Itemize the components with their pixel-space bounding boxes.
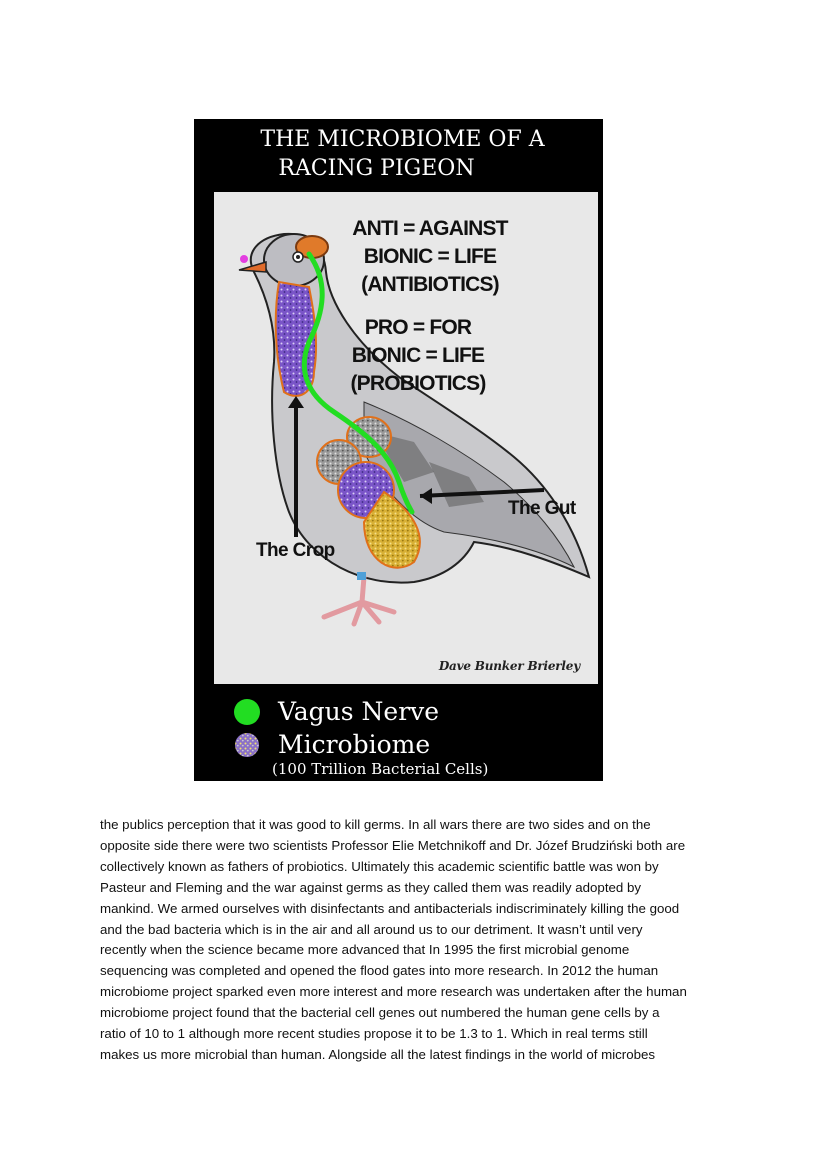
body-line: ratio of 10 to 1 although more recent studies propose it to be 1.3 to 1. Which in real terms still [100,1026,648,1042]
body-line: sequencing was completed and opened the flood gates into more research. In 2012 the human [100,963,659,979]
probiotics-definition [288,314,548,398]
antibiotics-definition [300,215,560,299]
antibiotics-line-3: (ANTIBIOTICS) [361,273,499,296]
pigeon-illustration [214,192,598,684]
poster-legend [194,689,603,781]
legend-item-microbiome [234,730,430,760]
legend-microbiome-label: Microbiome [278,730,431,759]
antibiotics-line-2: BIONIC = LIFE [363,245,497,268]
infographic-poster [194,119,603,781]
legend-vagus-label: Vagus Nerve [278,697,440,726]
legend-microbiome-subtitle: (100 Trillion Bacterial Cells) [272,760,489,778]
poster-title-line-1: THE MICROBIOME OF A [260,127,545,152]
green-dot-icon [234,699,260,725]
poster-title [194,125,603,183]
body-line: collectively known as fathers of probiotics. Ultimately this academic scientific battle was won by [100,858,659,874]
body-line: microbiome project found that the bacterial cell genes out numbered the human gene cells by a [100,1005,660,1021]
body-line: and the bad bacteria which is in the air and all around us to our detriment. It wasn’t until very [100,921,643,937]
body-line: the publics perception that it was good to kill germs. In all wars there are two sides and on the [100,817,651,832]
microbiome-dot-icon [234,732,260,758]
body-line: opposite side there were two scientists Professor Elie Metchnikoff and Dr. Józef Brudziński both are [100,837,686,853]
body-line: Pasteur and Fleming and the war against germs as they called them was readily adopted by [100,879,642,895]
body-line: microbiome project sparked even more interest and more research was undertaken after the human [100,984,687,1000]
body-line: recently when the science became more advanced that In 1995 the first microbial genome [100,942,630,958]
poster-title-line-2: RACING PIGEON [278,156,475,181]
crop-label: The Crop [256,540,335,561]
probiotics-line-2: BIONIC = LIFE [351,344,485,367]
antibiotics-line-1: ANTI = AGAINST [352,217,508,240]
body-line: mankind. We armed ourselves with disinfectants and antibacterials indiscriminately killing the good [100,900,680,916]
probiotics-line-1: PRO = FOR [364,316,472,339]
body-line: makes us more microbial than human. Alongside all the latest findings in the world of microbes [100,1046,656,1062]
body-paragraph [100,815,740,1066]
probiotics-line-3: (PROBIOTICS) [350,372,486,395]
legend-item-vagus-nerve [234,697,439,727]
gut-label: The Gut [508,498,576,519]
artist-signature: Dave Bunker Brierley [438,659,580,673]
